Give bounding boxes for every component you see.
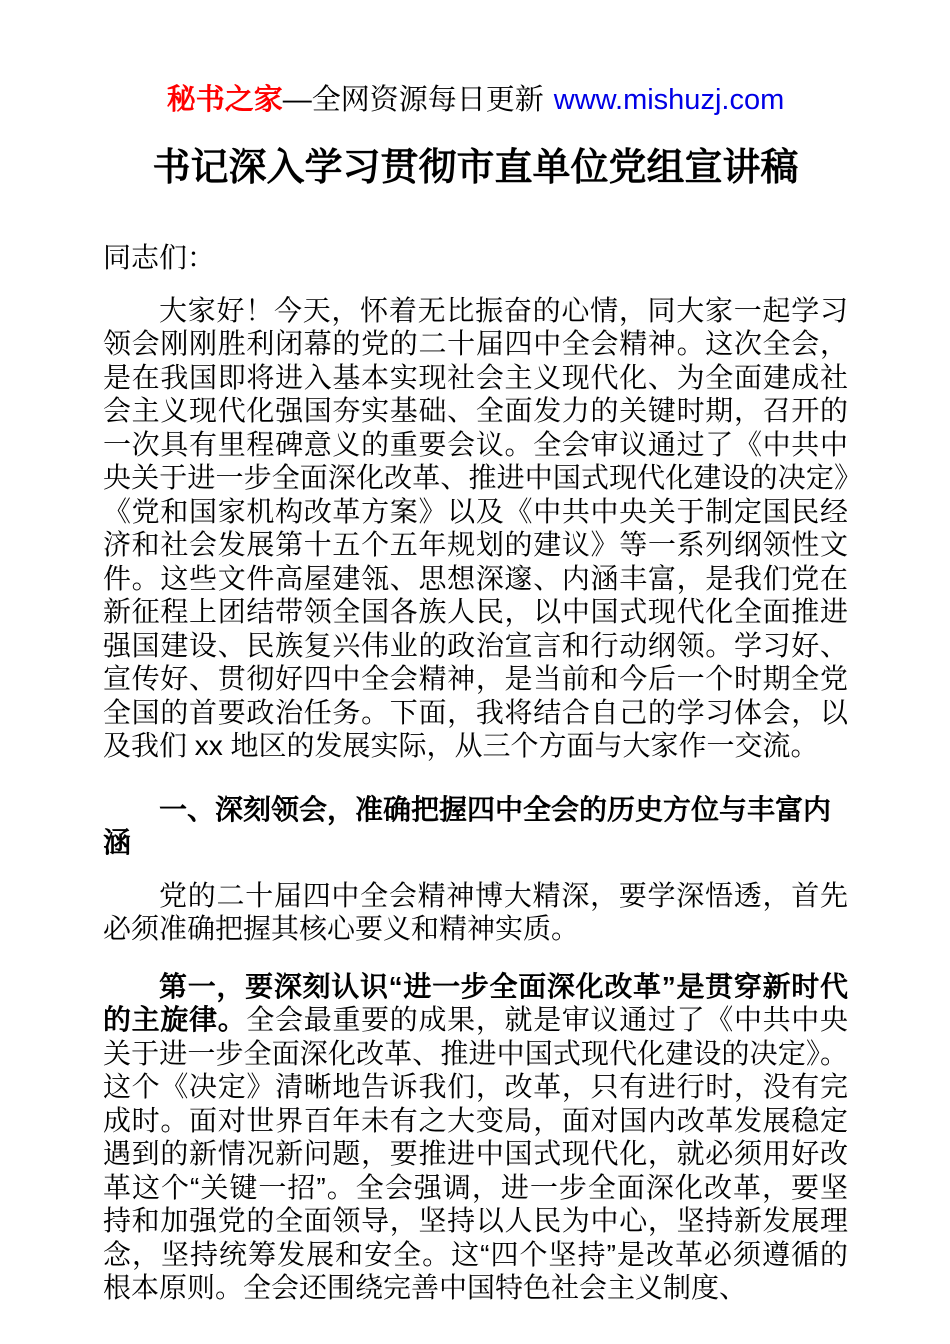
document-title: 书记深入学习贯彻市直单位党组宣讲稿 (152, 147, 799, 190)
site-url-link[interactable]: www.mishuzj.com (553, 84, 785, 116)
site-brand: 秘书之家 (166, 84, 283, 116)
site-tagline: —全网资源每日更新 (282, 84, 544, 116)
salutation: 同志们： (103, 242, 216, 274)
paragraph-section1-lead: 党的二十届四中全会精神博大精深，要学深悟透，首先必须准确把握其核心要义和精神实质。 (103, 879, 848, 945)
point-1-bold-lead: 第一，要深刻认识“进一步全面深化改革”是贯穿新时代的主旋律。 (103, 970, 848, 1036)
paragraph-point-1 (103, 970, 848, 1305)
section-1-heading: 一、深刻领会，准确把握四中全会的历史方位与丰富内涵 (103, 793, 832, 859)
paragraph-intro: 大家好！今天，怀着无比振奋的心情，同大家一起学习领会刚刚胜利闭幕的党的二十届四中全会精神。这次全会，是在我国即将进入基本实现社会主义现代化、为全面建成社会主义现代化强国夯实基础、全面发力的关键时期，召开的一次具有里程碑意义的重要会议。全会审议通过了《中共中央关于进一步全面深化改革、推进中国式现代化建设的决定》《党和国家机构改革方案》以及《中共中央关于制定国民经济和社会发展第十五个五年规划的建议》等一系列纲领性文件。这些文件高屋建瓴、思想深邃、内涵丰富，是我们党在新征程上团结带领全国各族人民，以中国式现代化全面推进强国建设、民族复兴伟业的政治宣言和行动纲领。学习好、宣传好、贯彻好四中全会精神，是当前和今后一个时期全党全国的首要政治任务。下面，我将结合自己的学习体会，以及我们 xx 地区的发展实际，从三个方面与大家作一交流。 (103, 294, 848, 762)
point-1-body-text: 全会最重要的成果，就是审议通过了《中共中央关于进一步全面深化改革、推进中国式现代化建设的决定》。这个《决定》清晰地告诉我们，改革，只有进行时，没有完成时。面对世界百年未有之大变局，面对国内改革发展稳定遇到的新情况新问题，要推进中国式现代化，就必须用好改革这个“关键一招”。全会强调，进一步全面深化改革，要坚持和加强党的全面领导，坚持以人民为中心，坚持新发展理念，坚持统筹发展和安全。这“四个坚持”是改革必须遵循的根本原则。全会还围绕完善中国特色社会主义制度、 (103, 1004, 848, 1304)
site-header (103, 84, 848, 117)
